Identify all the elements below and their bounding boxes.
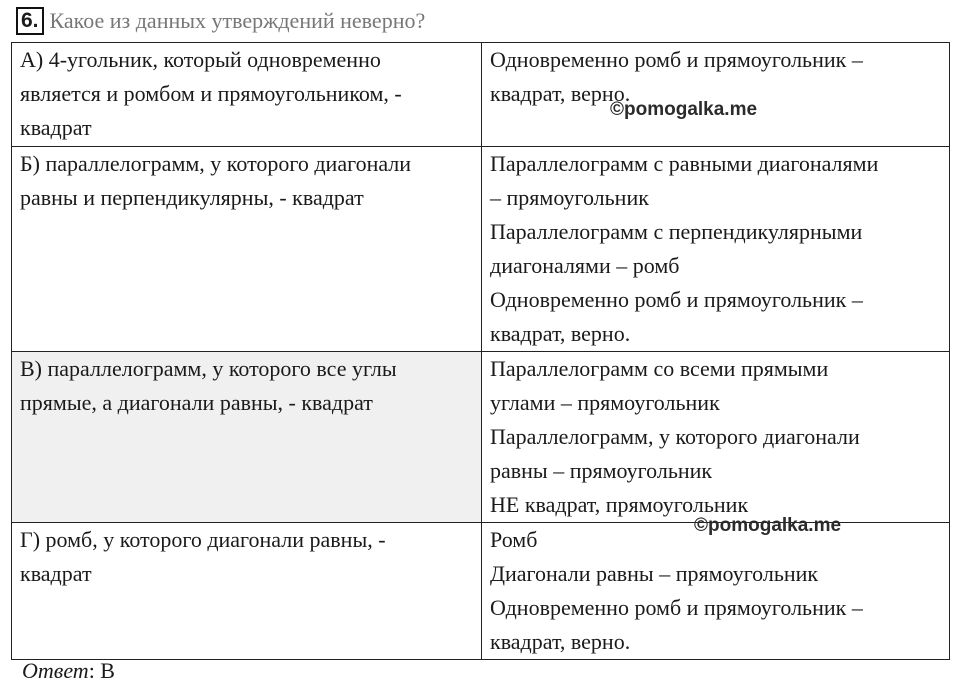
statement-line: равны и перпендикулярны, - квадрат xyxy=(20,185,364,210)
explanation-line: НЕ квадрат, прямоугольник xyxy=(490,492,749,517)
table-row xyxy=(12,523,950,660)
explanation-line: квадрат, верно. xyxy=(490,321,631,346)
question-text: Какое из данных утверждений неверно? xyxy=(49,8,426,33)
answer-label: Ответ xyxy=(22,658,89,683)
question-header xyxy=(16,4,425,38)
explanation-line: Одновременно ромб и прямоугольник – xyxy=(490,47,863,72)
watermark: ©pomogalka.me xyxy=(694,515,842,536)
statement-cell xyxy=(12,43,482,147)
explanation-cell xyxy=(482,523,950,660)
table-row xyxy=(12,147,950,352)
statement-line: В) параллелограмм, у которого все углы xyxy=(20,356,397,381)
statements-table xyxy=(11,42,950,660)
explanation-cell xyxy=(482,352,950,523)
table-row xyxy=(12,352,950,523)
explanation-line: Параллелограмм со всеми прямыми xyxy=(490,356,829,381)
explanation-line: Ромб xyxy=(490,527,538,552)
explanation-line: – прямоугольник xyxy=(490,185,649,210)
explanation-line: Одновременно ромб и прямоугольник – xyxy=(490,595,863,620)
statement-line: является и ромбом и прямоугольником, - xyxy=(20,81,402,106)
explanation-line: Параллелограмм, у которого диагонали xyxy=(490,424,860,449)
statement-line: прямые, а диагонали равны, - квадрат xyxy=(20,390,373,415)
explanation-line: равны – прямоугольник xyxy=(490,458,713,483)
statement-cell xyxy=(12,147,482,352)
answer-line xyxy=(22,656,115,686)
table-row xyxy=(12,43,950,147)
explanation-line: Параллелограмм с перпендикулярными xyxy=(490,219,863,244)
statement-cell xyxy=(12,523,482,660)
statement-line: Б) параллелограмм, у которого диагонали xyxy=(20,151,412,176)
explanation-cell xyxy=(482,43,950,147)
statement-line: Г) ромб, у которого диагонали равны, - xyxy=(20,527,386,552)
explanation-line: квадрат, верно. xyxy=(490,629,631,654)
explanation-line: Параллелограмм с равными диагоналями xyxy=(490,151,879,176)
statement-line: квадрат xyxy=(20,115,92,140)
explanation-line: диагоналями – ромб xyxy=(490,253,680,278)
statement-line: А) 4-угольник, который одновременно xyxy=(20,47,381,72)
statement-line: квадрат xyxy=(20,561,92,586)
statement-cell xyxy=(12,352,482,523)
question-number: 6. xyxy=(16,7,44,35)
explanation-line: квадрат, верно. xyxy=(490,81,631,106)
watermark: ©pomogalka.me xyxy=(610,99,758,120)
explanation-line: Диагонали равны – прямоугольник xyxy=(490,561,819,586)
answer-value: : В xyxy=(88,658,115,683)
explanation-line: Одновременно ромб и прямоугольник – xyxy=(490,287,863,312)
explanation-cell xyxy=(482,147,950,352)
explanation-line: углами – прямоугольник xyxy=(490,390,720,415)
